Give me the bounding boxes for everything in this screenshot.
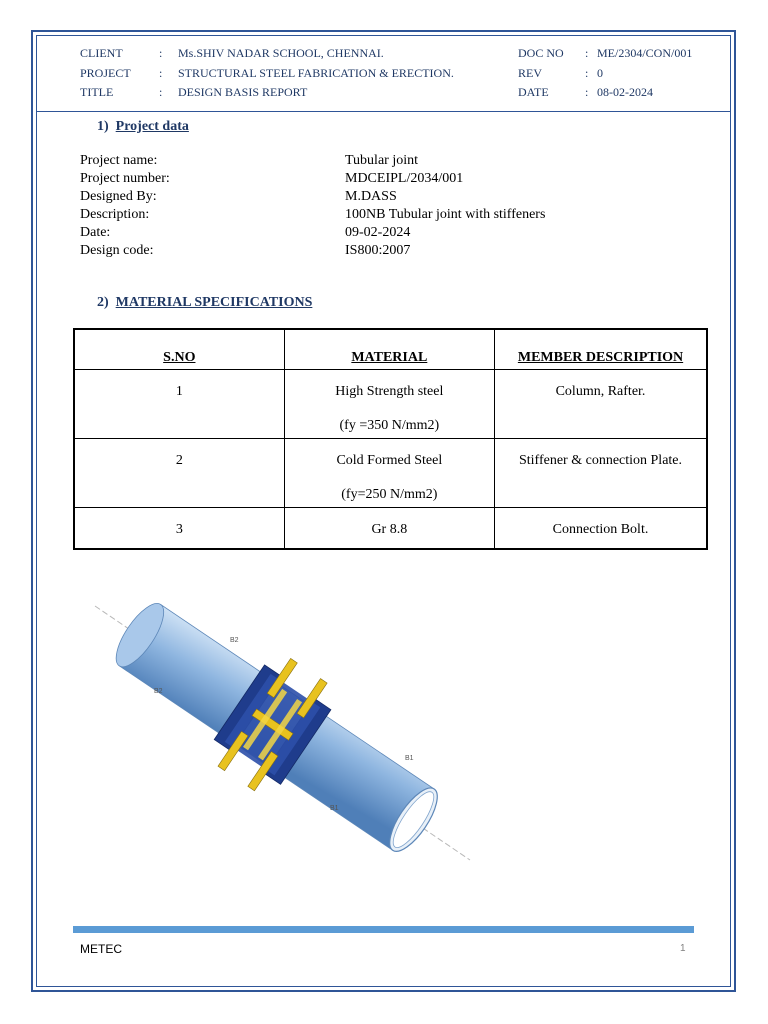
column-header-material: MATERIAL [284,329,494,370]
description-cell [495,508,707,550]
member-label: B1 [330,805,339,812]
project-data-label: Project name: [80,153,158,168]
column-header-description: MEMBER DESCRIPTION [495,329,707,370]
title-value: DESIGN BASIS REPORT [178,85,308,99]
project-data-label: Date: [80,225,111,240]
material-note: (fy=250 N/mm2) [341,487,438,502]
sno-cell [74,508,284,550]
material-cell [284,439,494,508]
sno-text: 3 [175,522,183,537]
project-value: STRUCTURAL STEEL FABRICATION & ERECTION. [178,66,454,80]
material-text: Cold Formed Steel [336,453,443,468]
client-value: Ms.SHIV NADAR SCHOOL, CHENNAI. [178,46,384,60]
colon: : [159,85,163,99]
project-data-value: 100NB Tubular joint with stiffeners [345,207,546,222]
project-data-label: Project number: [80,171,170,186]
project-data-value: IS800:2007 [345,243,411,258]
rev-label: REV [518,66,542,80]
footer-divider [73,926,694,933]
material-note: (fy =350 N/mm2) [339,418,440,433]
project-data-label: Designed By: [80,189,157,204]
footer-company: METEC [80,942,122,956]
description-cell [495,439,707,508]
project-label: PROJECT [80,66,131,80]
table-row [74,370,707,439]
material-table [73,328,708,550]
title-label: TITLE [80,85,114,99]
section-title: MATERIAL SPECIFICATIONS [115,295,313,310]
member-label: B2 [230,637,239,644]
material-cell [284,508,494,550]
material-cell [284,370,494,439]
sno-cell [74,370,284,439]
tubular-joint-illustration [90,598,480,868]
date-value: 08-02-2024 [597,85,653,99]
project-data-value: MDCEIPL/2034/001 [345,171,464,186]
description-text: Stiffener & connection Plate. [518,453,683,468]
docno-label: DOC NO [518,46,564,60]
table-row [74,508,707,550]
project-data-value: Tubular joint [345,153,418,168]
client-label: CLIENT [80,46,123,60]
section-1-heading [97,119,189,135]
table-header-row [74,329,707,370]
section-number: 1) [97,119,109,134]
member-label: B1 [405,755,414,762]
date-label: DATE [518,85,549,99]
project-data-label: Description: [80,207,150,222]
docno-value: ME/2304/CON/001 [597,46,693,60]
description-text: Connection Bolt. [552,522,649,537]
sno-text: 1 [175,384,183,399]
description-text: Column, Rafter. [555,384,646,399]
sno-cell [74,439,284,508]
colon: : [159,46,163,60]
column-header-sno: S.NO [74,329,284,370]
material-text: Gr 8.8 [371,522,408,537]
colon: : [585,46,589,60]
table-row [74,439,707,508]
description-cell [495,370,707,439]
material-text: High Strength steel [335,384,444,399]
colon: : [585,85,589,99]
page-number: 1 [680,943,686,954]
pipe [92,598,461,868]
section-title: Project data [115,119,189,134]
member-label: B2 [154,688,163,695]
section-2-heading [97,295,312,311]
colon: : [585,66,589,80]
rev-value: 0 [597,66,603,80]
colon: : [159,66,163,80]
project-data-label: Design code: [80,243,154,258]
sno-text: 2 [175,453,183,468]
section-number: 2) [97,295,109,310]
project-data-value: 09-02-2024 [345,225,411,240]
project-data-value: M.DASS [345,189,397,204]
